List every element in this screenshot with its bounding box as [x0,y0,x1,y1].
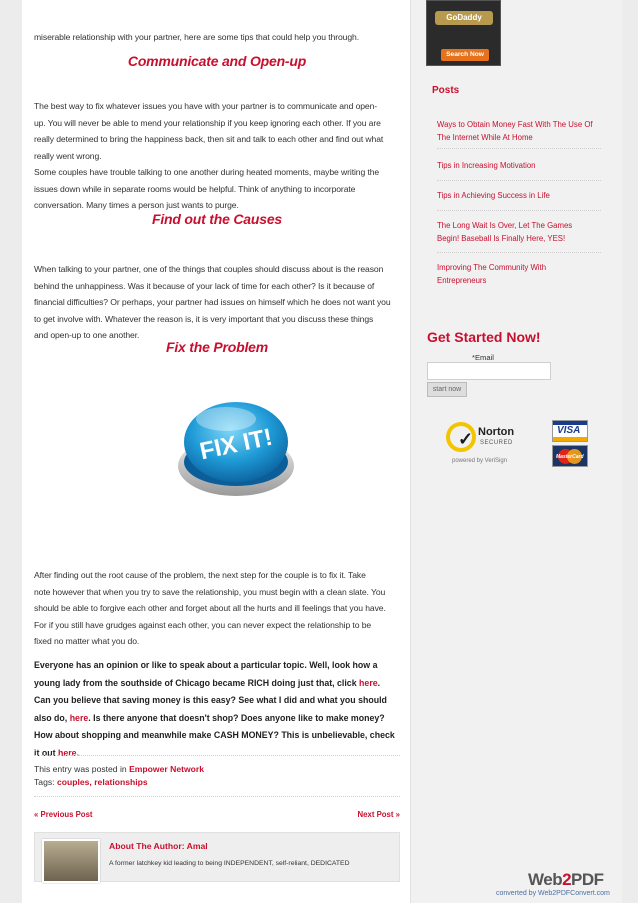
right-margin-shade [622,0,638,903]
post-link-4[interactable] [437,220,609,245]
logo-part: PDF [571,870,604,889]
visa-text: VISA [557,425,581,436]
promo-paragraph [34,657,400,762]
mastercard-icon [552,445,588,467]
web2pdf-logo [528,870,604,890]
post-link-line: Tips in Increasing Motivation [437,161,536,170]
tag-link-couples[interactable]: couples [56,777,90,787]
text-line: fixed no matter what you do. [34,636,140,646]
norton-secured-badge [446,422,524,468]
logo-part: Web [528,870,563,889]
text-line [34,675,400,693]
previous-post-link[interactable]: « Previous Post [34,810,93,819]
post-link-line: Entrepreneurs [437,275,487,285]
norton-secured-text: SECURED [480,440,513,446]
next-post-link[interactable]: Next Post » [357,810,400,819]
heading-communicate: Communicate and Open-up [127,53,307,69]
divider [34,755,400,756]
text-line: After finding out the root cause of the problem, the next step for the couple is to fix it. Take [34,570,366,580]
divider [34,796,400,797]
author-bio: A former latchkey kid leading to being INDEPENDENT, self-reliant, DEDICATED [109,860,350,867]
logo-part: 2 [562,870,572,889]
text-line: The best way to fix whatever issues you have with your partner is to communicate and open- [34,101,378,111]
text-span: young lady from the southside of Chicago became RICH doing just that, click [34,677,360,688]
text-line [34,710,400,728]
post-link-5[interactable] [437,262,609,287]
text-line: When talking to your partner, one of the things that couples should discuss about is the reason [34,264,384,274]
email-label: *Email [472,353,494,362]
post-link-line: Improving The Community With [437,263,547,272]
godaddy-logo: GoDaddy [435,11,493,25]
text-span: also do, [34,712,70,723]
post-link-3[interactable] [437,190,609,203]
paragraph-communicate-2 [34,164,400,214]
divider [437,148,601,149]
text-line: conversation. Many times a person just wants to purge. [34,200,239,210]
text-line: and open-up to one another. [34,330,140,340]
get-started-title: Get Started Now! [427,329,541,345]
text-span: Tags: [34,777,57,787]
fix-it-button-image [171,384,301,504]
paragraph-communicate-1 [34,98,400,164]
start-now-button[interactable]: start now [427,382,467,397]
payment-cards [552,420,590,468]
text-line: really determined to bring the happiness back, then sit and talk to each other and find out what [34,134,384,144]
sidebar-ad-banner[interactable] [426,0,501,66]
promo-link-1[interactable]: here [359,677,378,688]
post-link-line: Tips in Achieving Success in Life [437,191,550,200]
posts-title: Posts [432,85,460,96]
norton-powered-text: powered by VeriSign [452,458,508,464]
post-link-2[interactable] [437,160,609,173]
email-field[interactable] [427,362,551,380]
divider [437,180,601,181]
tag-link-relationships[interactable]: relationships [94,777,148,787]
visa-card-icon [552,420,588,442]
promo-link-2[interactable]: here [69,712,89,723]
text-line: up. You will never be able to mend your relationship if you keep ignoring each other. If you are [34,117,381,128]
divider [437,210,601,211]
text-line: behind the unhappiness. Was it because of your lack of time for each other? Is it because of [34,280,375,291]
text-line: should be able to forgive each other and forget about all the hurts and ill feelings that you have. [34,603,386,613]
text-span: it out [34,747,58,758]
text-span: This entry was posted in [34,764,130,774]
post-link-line: Begin! Baseball Is Finally Here, YES! [437,233,566,243]
promo-link-3[interactable]: here [57,747,77,758]
heading-causes: Find out the Causes [152,211,282,227]
avatar [42,839,100,883]
text-span: . [377,677,381,688]
norton-check-icon: ✓ [446,422,476,452]
ad-search-button[interactable]: Search Now [441,49,489,61]
text-line: issues down while in separate rooms would be helpful. Think of anything to incorporate [34,183,356,194]
post-link-1[interactable] [437,119,609,144]
author-box [34,832,400,882]
author-title: About The Author: Amal [109,841,208,851]
text-line: Everyone has an opinion or like to speak about a particular topic. Well, look how a [34,660,378,670]
text-line: financial difficulties? Or perhaps, your partner had issues on himself which he does not want you [34,297,391,307]
paragraph-fix [34,567,400,650]
intro-line: miserable relationship with your partner, here are some tips that could help you through. [34,32,360,42]
text-line: Some couples have trouble talking to one another during heated moments, maybe writing the [34,167,380,177]
post-meta [34,763,400,789]
tags-line [34,776,400,789]
mastercard-text: MasterCard [556,454,584,460]
text-line: really went wrong. [34,150,102,161]
text-line [34,745,400,763]
text-span: , [89,777,95,787]
left-margin-shade [0,0,22,903]
category-link[interactable]: Empower Network [129,764,205,774]
heading-fix: Fix the Problem [165,339,269,355]
text-line: Can you believe that saving money is this easy? See what I did and what you should [34,695,387,705]
text-line: How about shopping and meanwhile make CASH MONEY? This is unbelievable, check [34,730,395,740]
text-span: . [76,747,79,758]
post-link-line: The Long Wait Is Over, Let The Games [437,221,573,230]
post-link-line: The Internet While At Home [437,132,533,142]
post-link-line: Ways to Obtain Money Fast With The Use Of [437,120,593,129]
divider [437,252,601,253]
text-span: . Is there anyone that doesn't shop? Does anyone like to make money? [88,712,385,723]
text-line: For if you still have grudges against each other, you can never expect the relationship to be [34,619,372,630]
web2pdf-link[interactable]: converted by Web2PDFConvert.com [496,890,610,897]
norton-word: Norton [478,426,515,438]
category-line [34,763,400,776]
text-line: to get involve with. Whatever the reason is, it is very important that you discuss these things [34,313,374,324]
paragraph-causes [34,261,400,344]
fix-it-text: FIX IT! [197,423,275,466]
text-line: note however that when you try to save the relationship, you must begin with a clean slate. You [34,586,386,597]
